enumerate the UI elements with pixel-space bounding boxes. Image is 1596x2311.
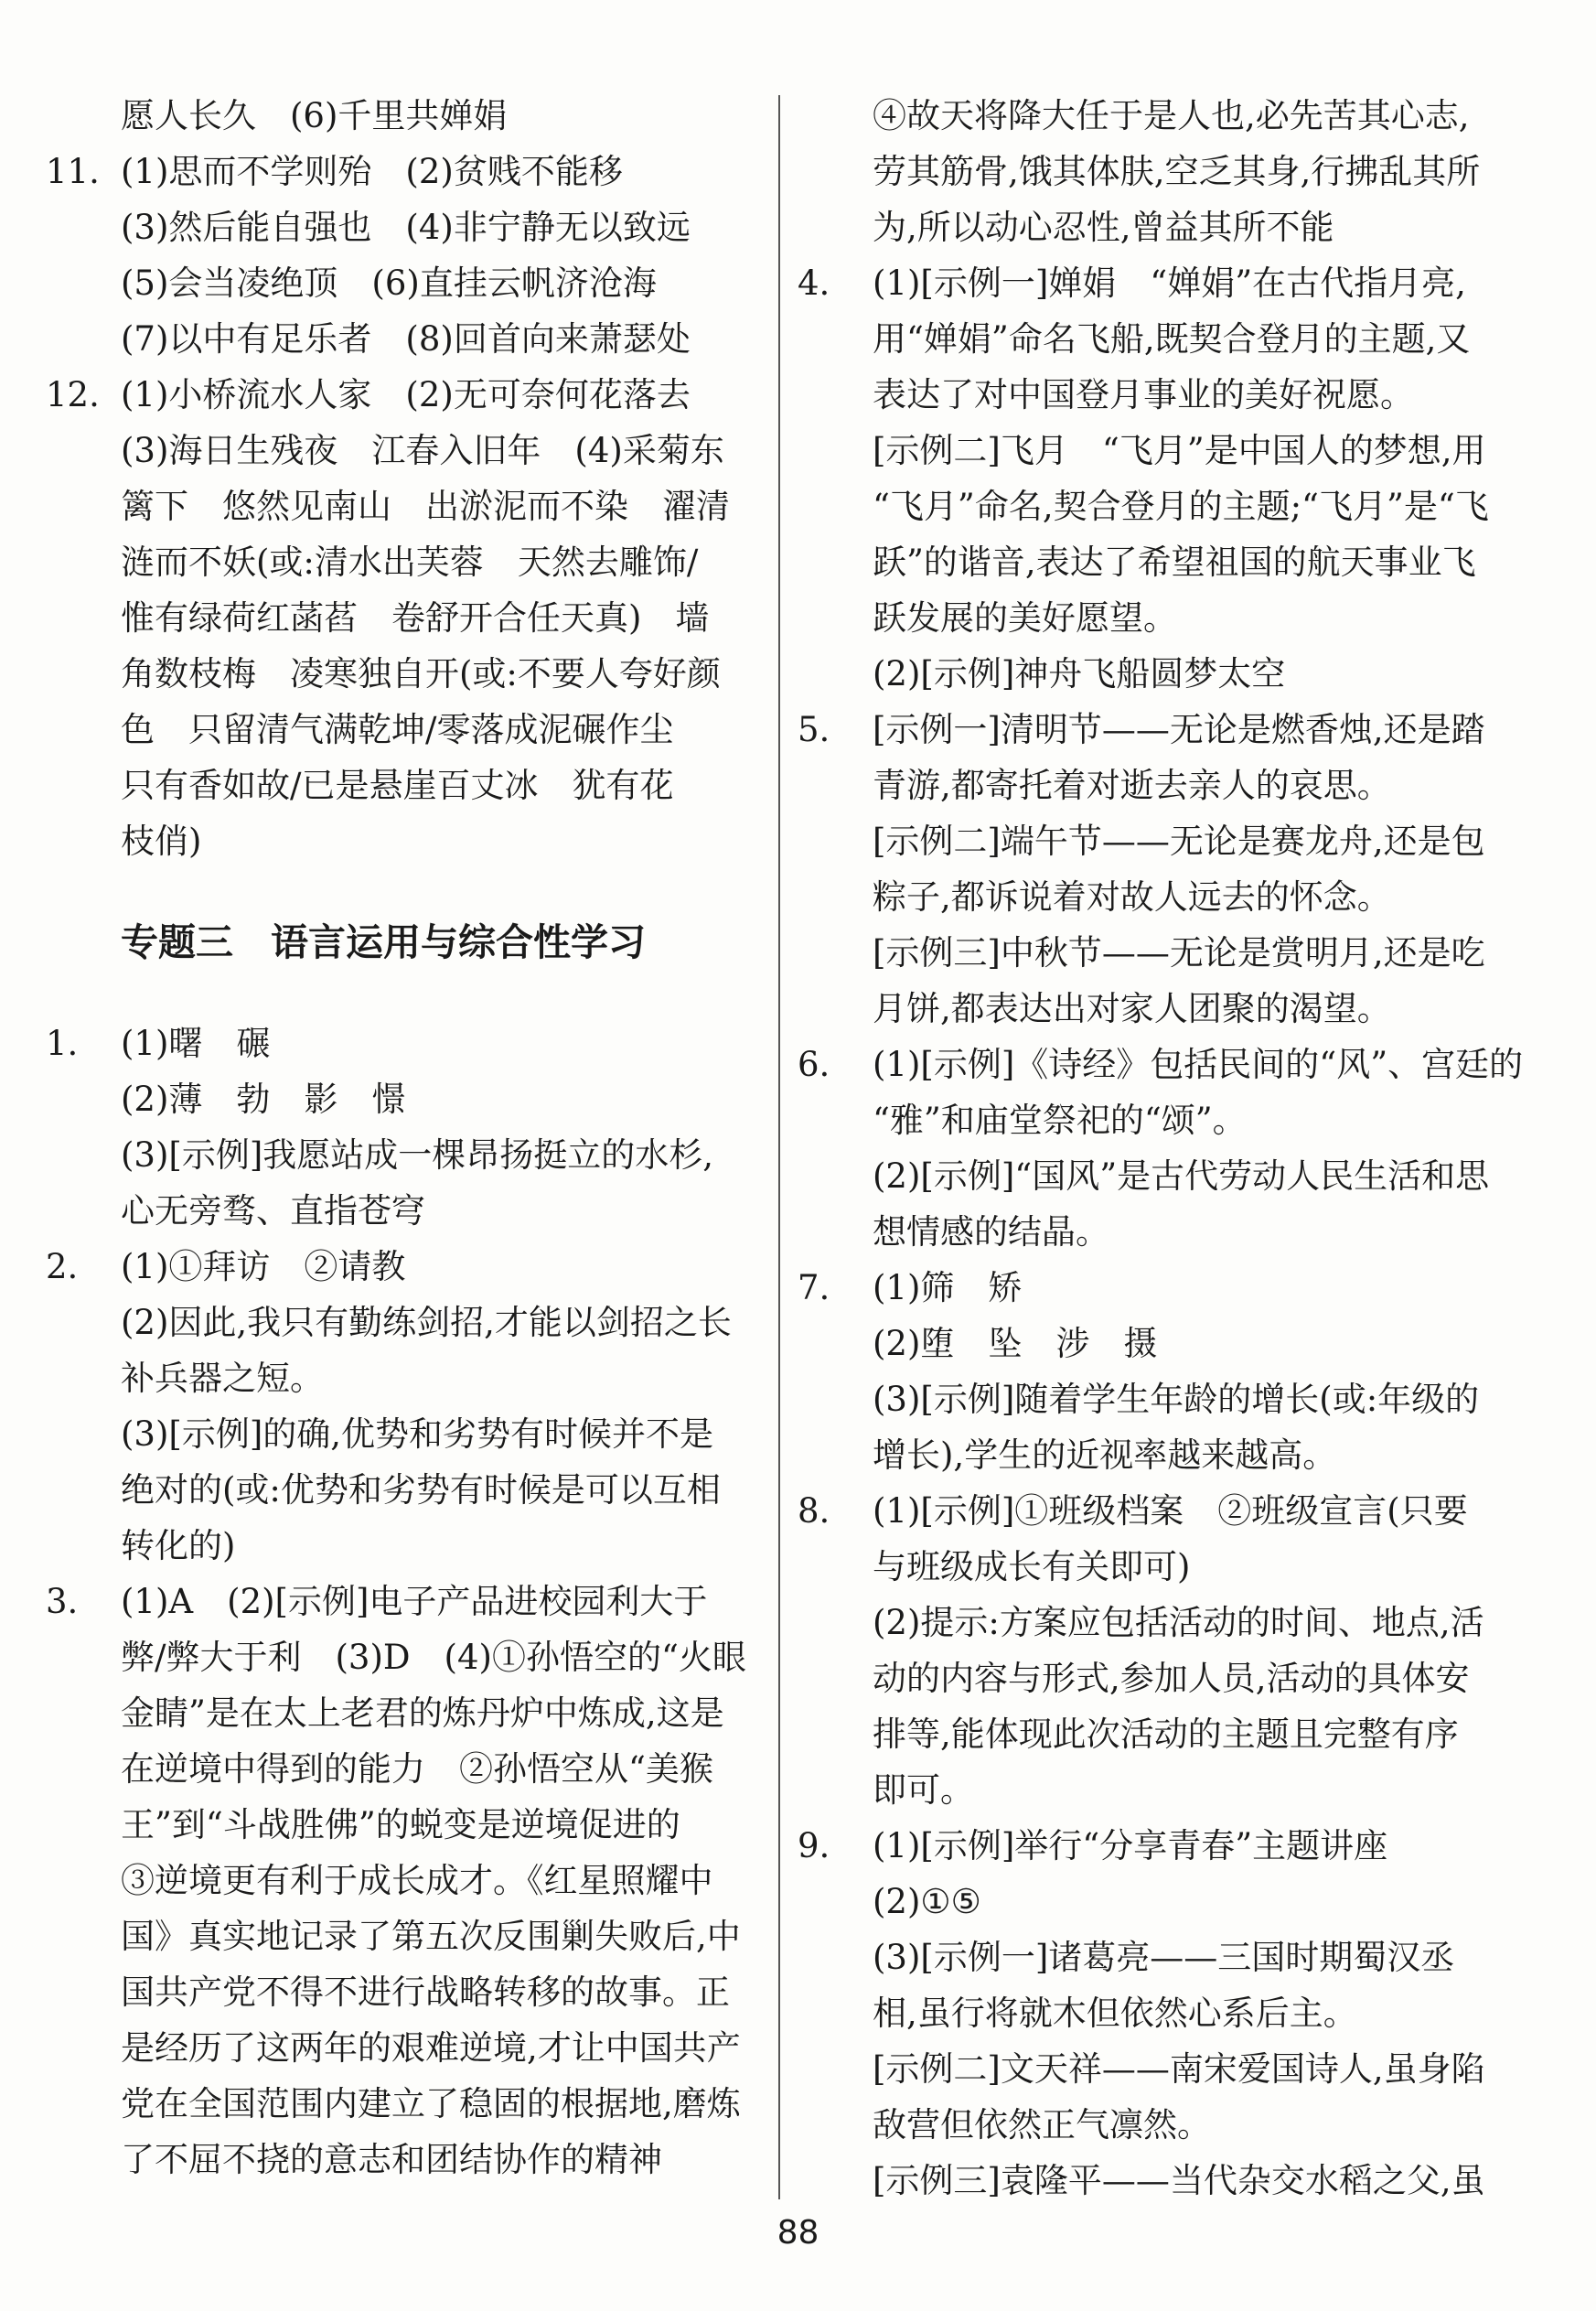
answer-line [46,1518,777,1574]
answer-line [798,1427,1529,1483]
answer-line [46,1685,777,1741]
answer-text: 惟有绿荷红菡萏 卷舒开合任天真) 墙 [121,598,710,638]
answer-text: “雅”和庙堂祭祀的“颂”。 [873,1101,1247,1140]
question-number: 4. [798,263,830,303]
answer-line [798,88,1529,144]
answer-text: 想情感的结晶。 [873,1212,1109,1252]
answer-text: 补兵器之短。 [121,1359,324,1398]
question-number: 12. [46,375,100,414]
answer-text: 绝对的(或:优势和劣势有时候是可以互相 [121,1470,721,1510]
answer-line [798,869,1529,925]
answer-line [798,1650,1529,1706]
answer-line [798,702,1529,758]
answer-line [46,1574,777,1629]
answer-line [798,1371,1529,1427]
answer-line [798,646,1529,702]
answer-text: (3)然后能自强也 (4)非宁静无以致远 [121,208,691,247]
answer-text: [示例二]端午节——无论是赛龙舟,还是包 [873,822,1485,861]
answer-line [798,534,1529,590]
answer-text: 王”到“斗战胜佛”的蜕变是逆境促进的 [121,1805,680,1844]
answer-text: (1)①拜访 ②请教 [121,1247,406,1286]
answer-line [798,423,1529,478]
answer-line [798,1092,1529,1148]
answer-text: 弊/弊大于利 (3)D (4)①孙悟空的“火眼 [121,1638,746,1677]
answer-line [798,367,1529,423]
answer-line [798,1539,1529,1595]
answer-text: 在逆境中得到的能力 ②孙悟空从“美猴 [121,1749,713,1789]
answer-line [46,702,777,758]
answer-text: [示例三]中秋节——无论是赏明月,还是吃 [873,933,1485,973]
answer-text: [示例三]袁隆平——当代杂交水稻之父,虽 [873,2161,1485,2200]
question-number: 9. [798,1826,830,1865]
answer-text: (1)小桥流水人家 (2)无可奈何花落去 [121,375,691,414]
answer-text: 心无旁骛、直指苍穹 [121,1191,425,1231]
answer-text: 国》真实地记录了第五次反围剿失败后,中 [121,1917,741,1956]
answer-text: (1)[示例]《诗经》包括民间的“风”、宫廷的 [873,1045,1524,1084]
answer-text: (1)[示例]举行“分享青春”主题讲座 [873,1826,1388,1865]
answer-text: 角数枝梅 凌寒独自开(或:不要人夸好颜 [121,654,721,693]
answer-line [798,1260,1529,1316]
answer-text: ④故天将降大任于是人也,必先苦其心志, [873,96,1470,135]
answer-line [798,925,1529,981]
answer-line [798,590,1529,646]
answer-line [46,367,777,423]
answer-text: (3)[示例]的确,优势和劣势有时候并不是 [121,1414,714,1454]
answer-line [46,1071,777,1127]
answer-line [46,646,777,702]
answer-line [46,2020,777,2076]
answer-line [46,2132,777,2187]
answer-line [46,1964,777,2020]
question-number: 5. [798,710,830,749]
answer-text: 涟而不妖(或:清水出芙蓉 天然去雕饰/ [121,543,699,582]
answer-line [46,1908,777,1964]
answer-text: [示例一]清明节——无论是燃香烛,还是踏 [873,710,1485,749]
answer-line [46,1853,777,1908]
answer-line [798,1985,1529,2041]
answer-text: 即可。 [873,1770,974,1810]
answer-line [46,1406,777,1462]
answer-line [46,1462,777,1518]
section-title: 专题三 语言运用与综合性学习 [121,920,646,964]
question-number: 8. [798,1491,830,1531]
answer-line [46,534,777,590]
answer-text: “飞月”命名,契合登月的主题;“飞月”是“飞 [873,487,1489,526]
answer-line [798,255,1529,311]
answer-line [46,144,777,199]
answer-text: 劳其筋骨,饿其体肤,空乏其身,行拂乱其所 [873,152,1481,191]
answer-text: (7)以中有足乐者 (8)回首向来萧瑟处 [121,319,691,359]
answer-text: (2)薄 勃 影 憬 [121,1080,406,1119]
answer-line [798,1874,1529,1929]
answer-text: (2)因此,我只有勤练剑招,才能以剑招之长 [121,1303,732,1342]
answer-text: (1)曙 碾 [121,1024,271,1063]
question-number: 1. [46,1024,79,1063]
answer-line [46,423,777,478]
answer-text: 为,所以动心忍性,曾益其所不能 [873,208,1334,247]
column-divider [778,95,780,2199]
answer-text: [示例二]文天祥——南宋爱国诗人,虽身陷 [873,2049,1485,2089]
answer-text: (1)[示例]①班级档案 ②班级宣言(只要 [873,1491,1468,1531]
answer-text: 转化的) [121,1526,236,1565]
answer-line [46,1797,777,1853]
answer-line [46,1183,777,1239]
answer-line [798,1483,1529,1539]
left-column [46,88,777,2187]
answer-line [798,1595,1529,1650]
answer-text: 用“婵娟”命名飞船,既契合登月的主题,又 [873,319,1471,359]
answer-text: 增长),学生的近视率越来越高。 [873,1435,1337,1475]
answer-line [46,88,777,144]
answer-text: 国共产党不得不进行战略转移的故事。正 [121,1972,730,2012]
answer-line [46,1127,777,1183]
answer-line [46,2076,777,2132]
answer-line [798,199,1529,255]
answer-line [46,590,777,646]
answer-text: [示例二]飞月 “飞月”是中国人的梦想,用 [873,431,1486,470]
answer-text: 与班级成长有关即可) [873,1547,1191,1586]
answer-line [798,2153,1529,2209]
answer-text: ③逆境更有利于成长成才。《红星照耀中 [121,1861,713,1900]
answer-line [798,1818,1529,1874]
answer-text: (3)[示例]我愿站成一棵昂扬挺立的水杉, [121,1135,714,1175]
answer-line [46,1629,777,1685]
answer-text: 动的内容与形式,参加人员,活动的具体安 [873,1659,1470,1698]
answer-text: 是经历了这两年的艰难逆境,才让中国共产 [121,2028,741,2068]
answer-text: 月饼,都表达出对家人团聚的渴望。 [873,989,1391,1028]
answer-text: (3)[示例]随着学生年龄的增长(或:年级的 [873,1380,1480,1419]
answer-text: 篱下 悠然见南山 出淤泥而不染 濯清 [121,487,730,526]
question-number: 3. [46,1582,79,1621]
answer-line [798,981,1529,1037]
answer-text: 粽子,都诉说着对故人远去的怀念。 [873,877,1391,917]
answer-text: (2)提示:方案应包括活动的时间、地点,活 [873,1603,1484,1642]
question-number: 11. [46,152,100,191]
answer-text: (2)[示例]“国风”是古代劳动人民生活和思 [873,1156,1490,1196]
question-number: 2. [46,1247,79,1286]
answer-line [46,1295,777,1350]
answer-text: 跃发展的美好愿望。 [873,598,1177,638]
answer-line [46,1239,777,1295]
answer-text: 青游,都寄托着对逝去亲人的哀思。 [873,766,1391,805]
answer-text: 党在全国范围内建立了稳固的根据地,磨炼 [121,2084,741,2123]
answer-text: 只有香如故/已是悬崖百丈冰 犹有花 [121,766,674,805]
answer-line [46,478,777,534]
answer-line [798,2041,1529,2097]
answer-line [798,813,1529,869]
answer-text: 枝俏) [121,822,202,861]
answer-text: 敌营但依然正气凛然。 [873,2105,1211,2144]
answer-text: (3)海日生残夜 江春入旧年 (4)采菊东 [121,431,724,470]
answer-line [798,1037,1529,1092]
answer-text: 了不屈不挠的意志和团结协作的精神 [121,2140,662,2179]
answer-line [798,1316,1529,1371]
answer-line [46,758,777,813]
answer-line [798,2097,1529,2153]
answer-text: 色 只留清气满乾坤/零落成泥碾作尘 [121,710,674,749]
answer-text: (1)筛 矫 [873,1268,1023,1307]
answer-text: (2)堕 坠 涉 摄 [873,1324,1158,1363]
question-number: 7. [798,1268,830,1307]
answer-text: (1)A (2)[示例]电子产品进校园利大于 [121,1582,708,1621]
answer-line [46,1350,777,1406]
answer-line [46,311,777,367]
answer-text: 表达了对中国登月事业的美好祝愿。 [873,375,1414,414]
answer-line [46,1741,777,1797]
page-number: 88 [777,2214,819,2252]
answer-text: 金睛”是在太上老君的炼丹炉中炼成,这是 [121,1693,724,1733]
answer-text: (2)[示例]神舟飞船圆梦太空 [873,654,1286,693]
answer-text: (2)①⑤ [873,1882,981,1921]
right-column [798,88,1529,2209]
answer-line [46,199,777,255]
answer-text: (1)[示例一]婵娟 “婵娟”在古代指月亮, [873,263,1466,303]
answer-line [798,1706,1529,1762]
answer-text: (3)[示例一]诸葛亮——三国时期蜀汉丞 [873,1938,1455,1977]
answer-text: (5)会当凌绝顶 (6)直挂云帆济沧海 [121,263,657,303]
question-number: 6. [798,1045,830,1084]
answer-line [798,1204,1529,1260]
answer-line [798,311,1529,367]
answer-line [798,478,1529,534]
answer-line [46,255,777,311]
answer-line [798,1148,1529,1204]
answer-line [798,1929,1529,1985]
answer-line [798,758,1529,813]
answer-text: 愿人长久 (6)千里共婵娟 [121,96,508,135]
answer-line [46,813,777,869]
answer-line [798,1762,1529,1818]
answer-text: 跃”的谐音,表达了希望祖国的航天事业飞 [873,543,1476,582]
answer-line [46,1016,777,1071]
answer-text: (1)思而不学则殆 (2)贫贱不能移 [121,152,623,191]
answer-text: 排等,能体现此次活动的主题且完整有序 [873,1714,1459,1754]
answer-text: 相,虽行将就木但依然心系后主。 [873,1994,1357,2033]
answer-line [798,144,1529,199]
